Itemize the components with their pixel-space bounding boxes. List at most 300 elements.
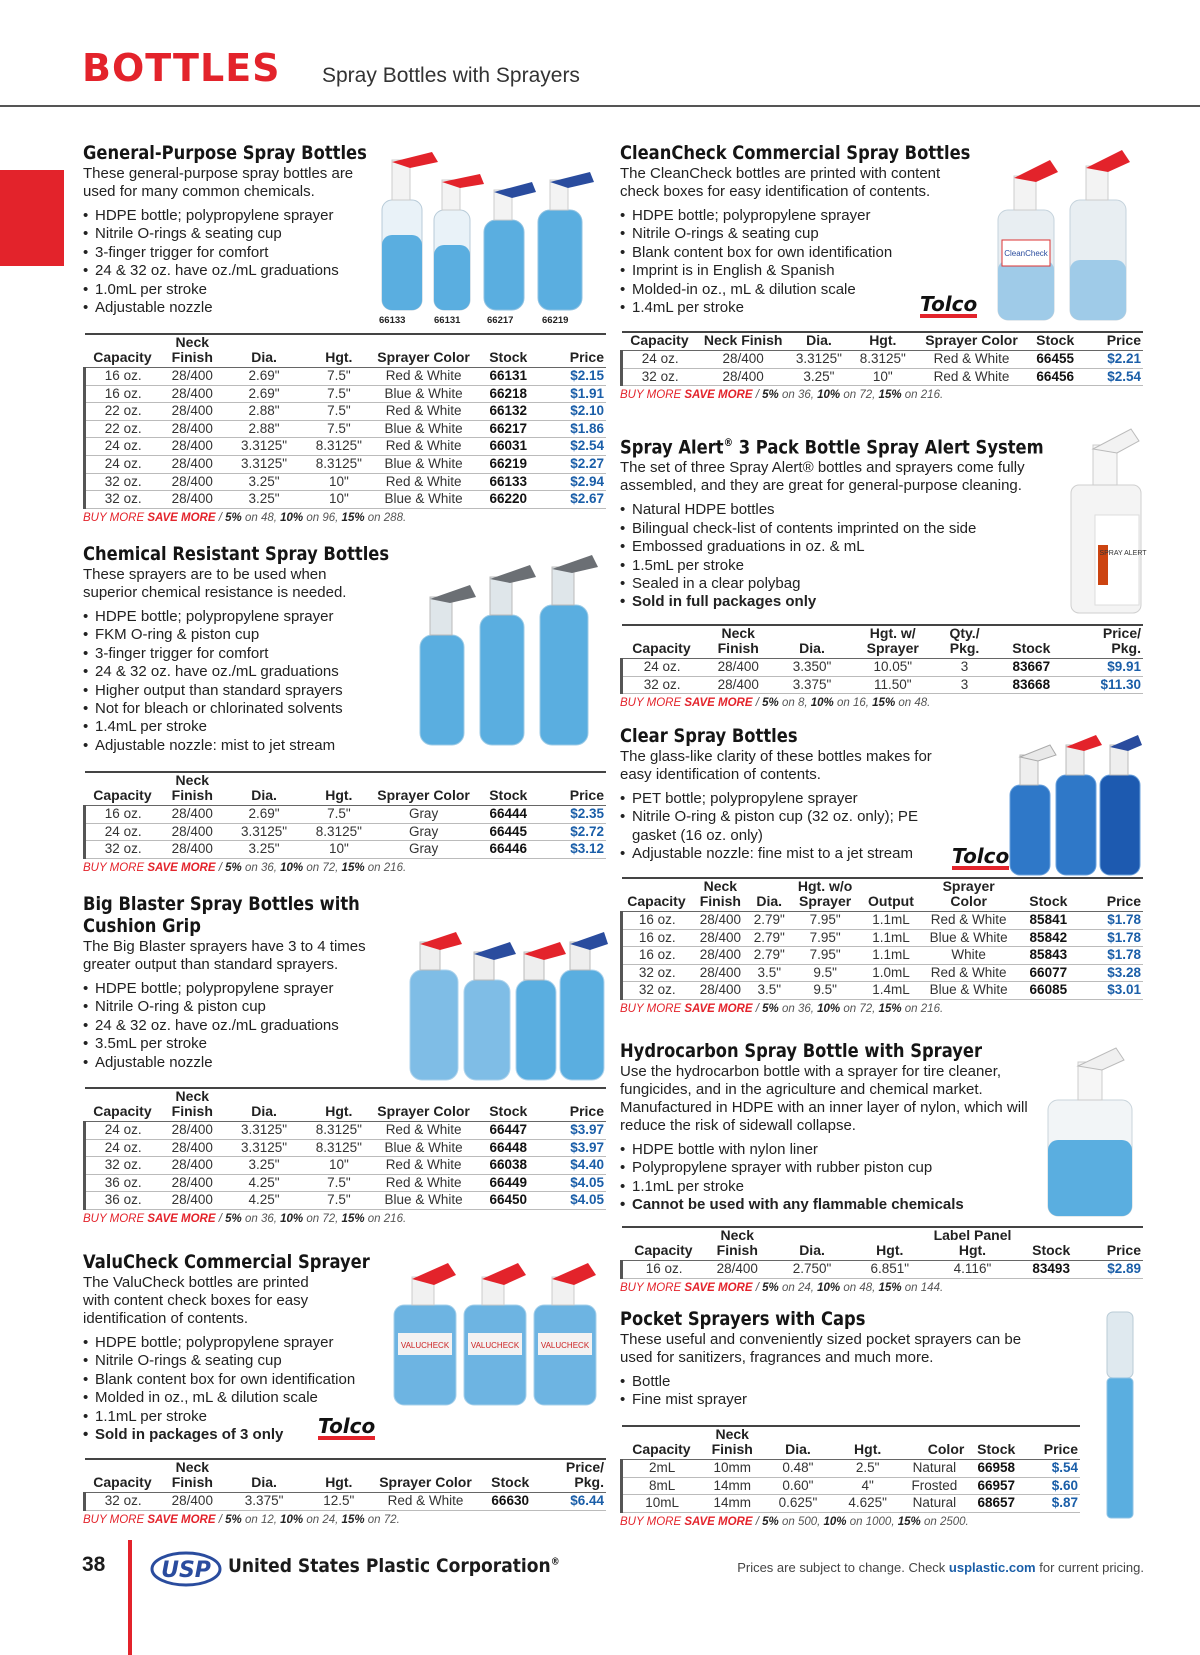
column-header: Neck Finish bbox=[171, 772, 213, 803]
table-cell: 28/400 bbox=[160, 403, 224, 421]
clear-table-block bbox=[620, 877, 1143, 1015]
feature-item: • 24 & 32 oz. have oz./mL graduations bbox=[83, 262, 623, 280]
table-header-row bbox=[85, 1088, 607, 1122]
table-cell: Red & White bbox=[917, 368, 1027, 386]
column-header: Sprayer Color bbox=[925, 332, 1018, 348]
promo-quantity: 36 bbox=[797, 389, 811, 402]
promo-quantity: 72 bbox=[859, 389, 873, 402]
company-name-text: United States Plastic Corporation bbox=[228, 1555, 551, 1577]
table-cell: 1.0mL bbox=[861, 964, 921, 982]
feature-item: • Blank content box for own identification bbox=[83, 1371, 403, 1389]
table-cell: 16 oz. bbox=[622, 929, 692, 947]
feature-item: • 1.4mL per stroke bbox=[620, 299, 980, 317]
feature-item: • Adjustable nozzle: mist to jet stream bbox=[83, 737, 383, 755]
promo-discount: 10% bbox=[280, 1513, 304, 1526]
column-header: Hgt. bbox=[325, 787, 353, 803]
bottle-illustration bbox=[382, 152, 594, 310]
pocket-sprayers-section bbox=[620, 1308, 1060, 1410]
table-cell: 3.25" bbox=[224, 473, 304, 491]
feature-item: • HDPE bottle; polypropylene sprayer bbox=[83, 608, 383, 626]
product-description: These general-purpose spray bottles are used for many common chemicals. bbox=[83, 165, 354, 200]
table-cell: 28/400 bbox=[701, 676, 775, 694]
table-cell: Frosted bbox=[902, 1477, 966, 1495]
table-row bbox=[622, 659, 1144, 677]
promo-quantity: 216. bbox=[920, 389, 944, 402]
table-cell: 28/400 bbox=[160, 455, 224, 473]
table-row bbox=[622, 676, 1144, 694]
promo-discount: 10% bbox=[817, 1281, 841, 1294]
table-cell: 10" bbox=[304, 491, 374, 509]
promo-on: on bbox=[367, 1513, 381, 1526]
stock-number-cell: 66220 bbox=[473, 491, 543, 509]
table-row bbox=[85, 403, 607, 421]
promo-buy-more: BUY MORE bbox=[620, 697, 682, 710]
table-cell: 8.3125" bbox=[304, 1122, 374, 1140]
column-header: Capacity bbox=[93, 787, 152, 803]
table-cell: 7.5" bbox=[304, 1174, 374, 1192]
price-cell: $2.15 bbox=[543, 368, 606, 386]
column-header: Price/ Pkg. bbox=[565, 1459, 604, 1490]
table-cell: 10" bbox=[849, 368, 917, 386]
table-cell: 28/400 bbox=[160, 1493, 224, 1511]
table-cell: Red & White bbox=[917, 351, 1027, 369]
pricing-note-text: Prices are subject to change. Check bbox=[737, 1560, 949, 1575]
table-cell: Red & White bbox=[374, 1122, 474, 1140]
promo-on: on bbox=[904, 389, 918, 402]
price-cell: $2.35 bbox=[543, 806, 606, 824]
feature-list bbox=[620, 1141, 1060, 1215]
column-header: Hgt. bbox=[876, 1242, 904, 1258]
feature-item: • 1.5mL per stroke bbox=[620, 557, 1060, 575]
table-cell: 10.05" bbox=[849, 659, 937, 677]
price-cell: $.60 bbox=[1026, 1477, 1080, 1495]
column-header: Neck Finish bbox=[171, 1088, 213, 1119]
table-cell: 32 oz. bbox=[622, 964, 692, 982]
column-header: Stock bbox=[489, 1103, 528, 1119]
image-caption: 66131 bbox=[434, 315, 461, 326]
column-header: Price bbox=[1106, 893, 1141, 909]
table-cell: 24 oz. bbox=[85, 823, 161, 841]
image-caption: 66217 bbox=[487, 315, 514, 326]
image-caption: 66219 bbox=[542, 315, 569, 326]
website-link[interactable]: usplastic.com bbox=[948, 1560, 1036, 1575]
price-cell: $3.97 bbox=[543, 1139, 606, 1157]
column-header: Dia. bbox=[251, 349, 277, 365]
tolco-logo-text: Tolco bbox=[952, 844, 1010, 868]
promo-buy-more: BUY MORE bbox=[83, 511, 145, 524]
table-cell: 10mm bbox=[701, 1460, 763, 1478]
table-cell: 22 oz. bbox=[85, 420, 161, 438]
table-cell: 36 oz. bbox=[85, 1192, 161, 1210]
stock-number-cell: 66218 bbox=[473, 385, 543, 403]
promo-discount: 5% bbox=[762, 1515, 779, 1528]
feature-item: • 1.0mL per stroke bbox=[83, 281, 623, 299]
promo-discount: 5% bbox=[762, 697, 779, 710]
table-cell: 10" bbox=[304, 473, 374, 491]
table-cell: 3.3125" bbox=[224, 455, 304, 473]
table-cell: 32 oz. bbox=[85, 841, 161, 859]
hydrocarbon-section bbox=[620, 1040, 1060, 1215]
feature-item: • Molded in oz., mL & dilution scale bbox=[83, 1389, 403, 1407]
feature-list bbox=[620, 1373, 1060, 1410]
promo-buy-more: BUY MORE bbox=[620, 1281, 682, 1294]
column-header: Hgt. w/o Sprayer bbox=[797, 878, 853, 909]
table-cell: 32 oz. bbox=[622, 676, 702, 694]
promo-quantity: 8 bbox=[797, 697, 805, 710]
promo-save-more: SAVE MORE bbox=[147, 511, 216, 524]
table-cell: 11.50" bbox=[849, 676, 937, 694]
promo-quantity: 24 bbox=[322, 1513, 336, 1526]
table-cell: 14mm bbox=[701, 1495, 763, 1513]
table-cell: 22 oz. bbox=[85, 403, 161, 421]
feature-list bbox=[620, 501, 1060, 611]
table-cell: 14mm bbox=[701, 1477, 763, 1495]
column-header: Capacity bbox=[630, 332, 689, 348]
promo-discount: 10% bbox=[817, 1002, 841, 1015]
table-cell: 32 oz. bbox=[85, 1493, 161, 1511]
promo-discount: 5% bbox=[225, 511, 242, 524]
price-cell: $.54 bbox=[1026, 1460, 1080, 1478]
table-cell: 8mL bbox=[622, 1477, 702, 1495]
table-cell: 28/400 bbox=[697, 368, 789, 386]
promo-on: on bbox=[367, 1212, 381, 1225]
table-row bbox=[622, 912, 1144, 930]
table-cell: Gray bbox=[374, 823, 474, 841]
price-cell: $3.97 bbox=[543, 1122, 606, 1140]
table-cell: Natural bbox=[902, 1460, 966, 1478]
page-number: 38 bbox=[82, 1553, 106, 1576]
column-header: Price bbox=[569, 349, 604, 365]
hydrocarbon-table bbox=[620, 1226, 1143, 1279]
feature-item: • Sold in full packages only bbox=[620, 593, 1060, 611]
table-cell: 2.5" bbox=[833, 1460, 903, 1478]
feature-item: • Embossed graduations in oz. & mL bbox=[620, 538, 1060, 556]
table-cell: 28/400 bbox=[160, 1122, 224, 1140]
feature-item: • Natural HDPE bottles bbox=[620, 501, 1060, 519]
promo-on: on bbox=[836, 697, 850, 710]
feature-item: • Nitrile O-rings & seating cup bbox=[620, 225, 980, 243]
table-cell: 28/400 bbox=[160, 1139, 224, 1157]
promo-discount: 5% bbox=[762, 389, 779, 402]
table-cell: 7.5" bbox=[304, 1192, 374, 1210]
table-row bbox=[622, 1460, 1081, 1478]
sprayalert-tbody bbox=[622, 659, 1144, 694]
bottle-label-text: VALUCHECK bbox=[470, 1341, 520, 1350]
table-cell: 1.1mL bbox=[861, 947, 921, 965]
table-cell: 1.1mL bbox=[861, 912, 921, 930]
promo-quantity: 72 bbox=[322, 1212, 336, 1225]
promo-discount: 15% bbox=[872, 697, 896, 710]
table-row bbox=[85, 806, 607, 824]
general-tbody bbox=[85, 368, 607, 509]
table-cell: 10mL bbox=[622, 1495, 702, 1513]
page-tab-marker bbox=[0, 170, 64, 266]
column-header: Output bbox=[868, 893, 914, 909]
table-cell: 24 oz. bbox=[622, 659, 702, 677]
promo-on: on bbox=[781, 697, 795, 710]
table-cell: Red & White bbox=[374, 473, 474, 491]
table-row bbox=[622, 964, 1144, 982]
big-blaster-table bbox=[83, 1087, 606, 1210]
product-title: Big Blaster Spray Bottles with Cushion Grip bbox=[83, 893, 360, 937]
promo-save-more: SAVE MORE bbox=[684, 697, 753, 710]
promo-quantity: 12 bbox=[260, 1513, 274, 1526]
feature-item: • Adjustable nozzle bbox=[83, 1054, 403, 1072]
price-cell: $3.12 bbox=[543, 841, 606, 859]
promo-on: on bbox=[904, 1002, 918, 1015]
hydro-tbody bbox=[622, 1261, 1144, 1279]
product-title-suffix: 3 Pack Bottle Spray Alert System bbox=[733, 436, 1044, 459]
promo-save-more: SAVE MORE bbox=[684, 1515, 753, 1528]
table-cell: 28/400 bbox=[160, 806, 224, 824]
table-cell: 7.5" bbox=[304, 385, 374, 403]
promo-save-more: SAVE MORE bbox=[147, 861, 216, 874]
promo-discount: 15% bbox=[341, 511, 365, 524]
table-cell: 28/400 bbox=[160, 1157, 224, 1175]
table-cell: 0.48" bbox=[763, 1460, 833, 1478]
valucheck-bottles-image bbox=[386, 1255, 608, 1410]
table-row bbox=[85, 841, 607, 859]
promo-discount: 15% bbox=[341, 861, 365, 874]
promo-discount: 15% bbox=[878, 1002, 902, 1015]
promo-discount: 10% bbox=[280, 861, 304, 874]
table-cell: 16 oz. bbox=[85, 368, 161, 386]
table-cell: 28/400 bbox=[160, 491, 224, 509]
clear-tbody bbox=[622, 912, 1144, 1000]
table-header-row bbox=[85, 334, 607, 368]
table-cell: 28/400 bbox=[691, 982, 749, 1000]
column-header: Hgt. bbox=[854, 1441, 882, 1457]
promo-on: on bbox=[843, 389, 857, 402]
feature-item: • 1.1mL per stroke bbox=[83, 1408, 403, 1426]
table-cell: 4.625" bbox=[833, 1495, 903, 1513]
tolco-logo bbox=[952, 844, 1009, 870]
column-header: Stock bbox=[1012, 640, 1051, 656]
feature-item: • Cannot be used with any flammable chemicals bbox=[620, 1196, 1060, 1214]
promo-quantity: 1000 bbox=[865, 1515, 892, 1528]
clear-bottles-image bbox=[1000, 725, 1145, 880]
feature-item: • Nitrile O-rings & seating cup bbox=[83, 1352, 403, 1370]
price-cell: $1.91 bbox=[543, 385, 606, 403]
bottle-label-text: CleanCheck bbox=[1004, 249, 1048, 258]
column-header: Sprayer Color bbox=[377, 349, 470, 365]
feature-item: • PET bottle; polypropylene sprayer bbox=[620, 790, 950, 808]
promo-discount: 10% bbox=[280, 511, 304, 524]
registered-mark: ® bbox=[550, 1556, 560, 1568]
table-cell: 3.3125" bbox=[224, 823, 304, 841]
column-header: Neck Finish bbox=[717, 625, 759, 656]
promo-save-more: SAVE MORE bbox=[147, 1513, 216, 1526]
spray-alert-table bbox=[620, 624, 1143, 694]
column-header: Sprayer Color bbox=[942, 878, 995, 909]
stock-number-cell: 66444 bbox=[473, 806, 543, 824]
table-cell: Red & White bbox=[374, 1157, 474, 1175]
table-cell: Natural bbox=[902, 1495, 966, 1513]
price-cell: $4.40 bbox=[543, 1157, 606, 1175]
column-header: Stock bbox=[491, 1474, 530, 1490]
promo-buy-more: BUY MORE bbox=[83, 861, 145, 874]
promo-on: on bbox=[244, 1513, 258, 1526]
stock-number-cell: 66455 bbox=[1026, 351, 1084, 369]
table-row bbox=[85, 491, 607, 509]
usp-logo-icon bbox=[150, 1550, 222, 1588]
table-row bbox=[622, 929, 1144, 947]
table-cell: 32 oz. bbox=[85, 491, 161, 509]
feature-item: • Higher output than standard sprayers bbox=[83, 682, 383, 700]
tolco-logo-text: Tolco bbox=[920, 292, 978, 316]
table-cell: 16 oz. bbox=[622, 912, 692, 930]
table-cell: 28/400 bbox=[160, 438, 224, 456]
price-cell: $6.44 bbox=[543, 1493, 606, 1511]
pocket-sprayers-table bbox=[620, 1425, 1080, 1513]
stock-number-cell: 66445 bbox=[473, 823, 543, 841]
table-header-row bbox=[622, 1227, 1144, 1261]
big-blaster-section bbox=[83, 893, 403, 1072]
feature-item: • HDPE bottle with nylon liner bbox=[620, 1141, 1060, 1159]
column-header: Neck Finish bbox=[171, 334, 213, 365]
registered-mark: ® bbox=[723, 436, 734, 449]
promo-quantity: 144. bbox=[920, 1281, 944, 1294]
table-cell: 7.95" bbox=[789, 947, 861, 965]
promo-discount: 10% bbox=[823, 1515, 847, 1528]
table-cell: 36 oz. bbox=[85, 1174, 161, 1192]
table-cell: Blue & White bbox=[921, 982, 1017, 1000]
table-cell: 2.88" bbox=[224, 420, 304, 438]
table-cell: 8.3125" bbox=[304, 1139, 374, 1157]
general-purpose-table bbox=[83, 333, 606, 509]
table-cell: 3.375" bbox=[775, 676, 849, 694]
promo-quantity: 216. bbox=[383, 1212, 407, 1225]
product-title: General-Purpose Spray Bottles bbox=[83, 142, 367, 164]
table-cell: 3.3125" bbox=[224, 1122, 304, 1140]
promo-quantity: 2500. bbox=[939, 1515, 969, 1528]
table-cell: Red & White bbox=[374, 1174, 474, 1192]
valucheck-table bbox=[83, 1458, 606, 1511]
stock-number-cell: 68657 bbox=[966, 1495, 1026, 1513]
tolco-logo-text: Tolco bbox=[318, 1414, 376, 1438]
header-divider bbox=[0, 105, 1200, 107]
column-header: Capacity bbox=[93, 349, 152, 365]
table-row bbox=[85, 1122, 607, 1140]
promo-discount: 15% bbox=[897, 1515, 921, 1528]
table-cell: 16 oz. bbox=[622, 1261, 706, 1279]
table-cell: 28/400 bbox=[160, 823, 224, 841]
promo-discount: 15% bbox=[878, 389, 902, 402]
table-cell: 28/400 bbox=[160, 473, 224, 491]
feature-list bbox=[620, 790, 950, 864]
column-header: Stock bbox=[1029, 893, 1068, 909]
stock-number-cell: 83667 bbox=[992, 659, 1070, 677]
feature-item: • HDPE bottle; polypropylene sprayer bbox=[83, 207, 623, 225]
column-header: Dia. bbox=[251, 1474, 277, 1490]
spray-alert-table-block bbox=[620, 624, 1143, 709]
promo-quantity: 36 bbox=[260, 861, 274, 874]
general-purpose-table-block bbox=[83, 333, 606, 524]
bottle-label-text: SPRAY ALERT bbox=[1099, 550, 1147, 557]
table-cell: 16 oz. bbox=[85, 385, 161, 403]
promo-buy-more: BUY MORE bbox=[620, 1002, 682, 1015]
table-cell: 3.5" bbox=[749, 964, 789, 982]
promo-discount: 5% bbox=[225, 1212, 242, 1225]
table-cell: 28/400 bbox=[160, 1174, 224, 1192]
feature-item: • Blank content box for own identification bbox=[620, 244, 980, 262]
table-cell: 7.5" bbox=[304, 403, 374, 421]
table-cell: 28/400 bbox=[691, 912, 749, 930]
column-header: Stock bbox=[1036, 332, 1075, 348]
table-cell: Blue & White bbox=[374, 1192, 474, 1210]
table-cell: 3.3125" bbox=[224, 438, 304, 456]
table-cell: 0.60" bbox=[763, 1477, 833, 1495]
table-cell: Blue & White bbox=[921, 929, 1017, 947]
column-header: Neck Finish bbox=[711, 1426, 753, 1457]
price-cell: $1.78 bbox=[1080, 947, 1143, 965]
feature-item: • Bilingual check-list of contents imprinted on the side bbox=[620, 520, 1060, 538]
table-cell: Gray bbox=[374, 806, 474, 824]
table-cell: 7.5" bbox=[304, 806, 374, 824]
feature-list bbox=[83, 608, 383, 755]
table-cell: 7.95" bbox=[789, 912, 861, 930]
stock-number-cell: 66085 bbox=[1016, 982, 1080, 1000]
price-cell: $2.67 bbox=[543, 491, 606, 509]
column-header: Dia. bbox=[806, 332, 832, 348]
table-cell: 28/400 bbox=[691, 929, 749, 947]
stock-number-cell: 66448 bbox=[473, 1139, 543, 1157]
table-header-row bbox=[622, 332, 1144, 351]
table-cell: 8.3125" bbox=[304, 823, 374, 841]
spray-alert-bottle-image bbox=[1065, 405, 1147, 617]
table-cell: 24 oz. bbox=[85, 1122, 161, 1140]
column-header: Neck Finish bbox=[716, 1227, 758, 1258]
section-title: BOTTLES bbox=[82, 46, 281, 90]
promo-quantity: 288. bbox=[383, 511, 407, 524]
promo-line: BUY MORE SAVE MORE / 5% on 12, 10% on 24, 15% on 72. bbox=[83, 1513, 400, 1526]
feature-item: • 1.1mL per stroke bbox=[620, 1178, 1060, 1196]
table-cell: Gray bbox=[374, 841, 474, 859]
feature-item: • FKM O-ring & piston cup bbox=[83, 626, 383, 644]
table-header-row bbox=[85, 1459, 607, 1493]
table-row bbox=[85, 1139, 607, 1157]
table-cell: 2mL bbox=[622, 1460, 702, 1478]
product-title: Pocket Sprayers with Caps bbox=[620, 1308, 866, 1330]
price-cell: $1.86 bbox=[543, 420, 606, 438]
promo-quantity: 48 bbox=[859, 1281, 873, 1294]
price-cell: $4.05 bbox=[543, 1192, 606, 1210]
column-header: Dia. bbox=[756, 893, 783, 909]
stock-number-cell: 85841 bbox=[1016, 912, 1080, 930]
blaster-tbody bbox=[85, 1122, 607, 1210]
column-header: Color bbox=[927, 1441, 965, 1457]
table-cell: 28/400 bbox=[691, 964, 749, 982]
column-header: Hgt. bbox=[325, 1103, 353, 1119]
table-cell: 10" bbox=[304, 1157, 374, 1175]
promo-quantity: 24 bbox=[797, 1281, 811, 1294]
promo-discount: 10% bbox=[810, 697, 834, 710]
cleancheck-tbody bbox=[622, 351, 1144, 386]
product-description: The glass-like clarity of these bottles makes for easy identification of contents. bbox=[620, 748, 932, 783]
promo-line: BUY MORE SAVE MORE / 5% on 500, 10% on 1000, 15% on 2500. bbox=[620, 1515, 969, 1528]
promo-on: on bbox=[306, 861, 320, 874]
promo-quantity: 16 bbox=[852, 697, 866, 710]
feature-item: • Sold in packages of 3 only bbox=[83, 1426, 403, 1444]
table-row bbox=[85, 473, 607, 491]
product-description: The CleanCheck bottles are printed with content check boxes for easy identification of contents. bbox=[620, 165, 941, 200]
price-cell: $4.05 bbox=[543, 1174, 606, 1192]
promo-discount: 5% bbox=[225, 1513, 242, 1526]
column-header: Stock bbox=[489, 349, 528, 365]
feature-item: • Fine mist sprayer bbox=[620, 1391, 1060, 1409]
promo-buy-more: BUY MORE bbox=[83, 1212, 145, 1225]
column-header: Hgt. w/ Sprayer bbox=[866, 625, 919, 656]
